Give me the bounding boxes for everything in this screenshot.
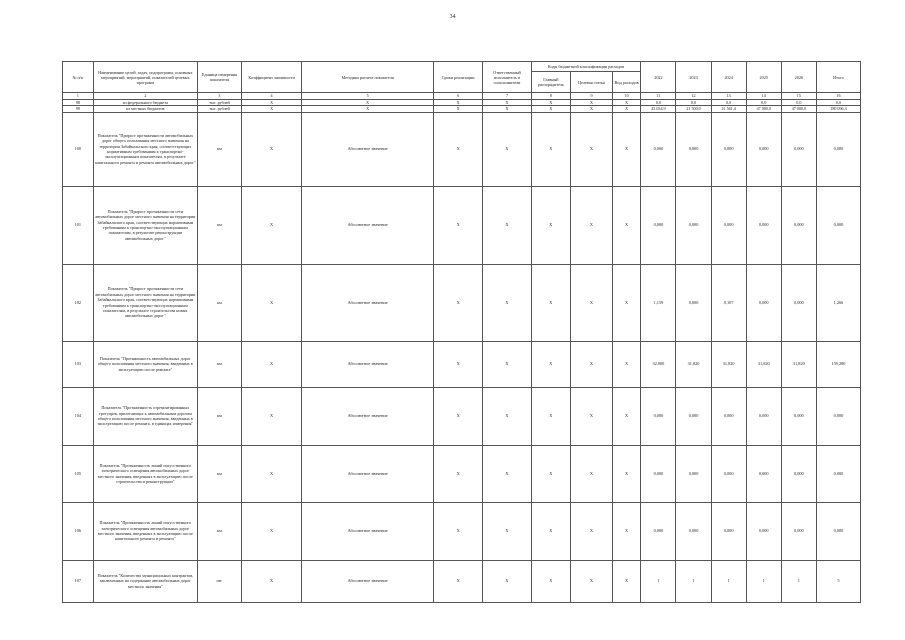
vid-cell: X — [612, 106, 641, 113]
year-value: 0,000 — [781, 445, 816, 502]
method-cell: Абсолютное значение — [302, 560, 434, 602]
method-cell: Абсолютное значение — [302, 502, 434, 560]
resp-cell: X — [483, 106, 531, 113]
vid-cell: X — [612, 560, 641, 602]
column-number: 15 — [781, 93, 816, 100]
year-value: 0,000 — [711, 502, 746, 560]
resp-cell: X — [483, 341, 531, 387]
indicator-name: Показатель "Прирост протяженности сети автомобильных дорог местного значения на территории Забайкальского края, соответствующих нормативным требованиям к транспортно-эксплуатационным показателям, в результате реконструкции автомобильных дорог" — [93, 186, 197, 264]
glavny-cell: X — [531, 112, 571, 186]
row-number: 107 — [63, 560, 94, 602]
year-value: 21 561,4 — [711, 106, 746, 113]
table-row — [63, 387, 861, 445]
resp-cell: X — [483, 112, 531, 186]
year-value: 0,000 — [676, 186, 711, 264]
column-number: 14 — [746, 93, 781, 100]
indicators-table — [62, 61, 861, 603]
header-unit: Единица измерения показателя — [197, 62, 241, 93]
total-value: 180 096,3 — [816, 106, 860, 113]
row-number: 104 — [63, 387, 94, 445]
tsel-cell: X — [571, 99, 613, 106]
method-cell: X — [302, 99, 434, 106]
header-coef: Коэффициент значимости — [241, 62, 301, 93]
header-vid: Вид расходов — [612, 72, 641, 93]
year-value: 0,000 — [676, 112, 711, 186]
year-value: 0,0 — [781, 99, 816, 106]
indicator-name: из местных бюджетов — [93, 106, 197, 113]
year-value: 47 000,0 — [781, 106, 816, 113]
year-value: 0,000 — [746, 445, 781, 502]
unit-cell: км — [197, 445, 241, 502]
coef-cell: X — [241, 445, 301, 502]
glavny-cell: X — [531, 560, 571, 602]
year-value: 21 500,0 — [676, 106, 711, 113]
row-number: 103 — [63, 341, 94, 387]
total-value: 5 — [816, 560, 860, 602]
coef-cell: X — [241, 341, 301, 387]
year-value: 0,107 — [711, 264, 746, 341]
glavny-cell: X — [531, 106, 571, 113]
indicator-name: Показатель "Протяженность отремонтированных тротуаров, прилегающих к автомобильным дорогам общего пользования местного значения, введенных в эксплуатацию после ремонта, в единицах измерения" — [93, 387, 197, 445]
column-number: 5 — [302, 93, 434, 100]
year-value: 0,000 — [676, 387, 711, 445]
unit-cell: км — [197, 502, 241, 560]
header-year: 2024 — [711, 62, 746, 93]
column-number: 1 — [63, 93, 94, 100]
year-value: 1 — [711, 560, 746, 602]
vid-cell: X — [612, 387, 641, 445]
table-row — [63, 445, 861, 502]
tsel-cell: X — [571, 560, 613, 602]
row-number: 101 — [63, 186, 94, 264]
tsel-cell: X — [571, 387, 613, 445]
column-number: 4 — [241, 93, 301, 100]
year-value: 0,0 — [641, 99, 676, 106]
resp-cell: X — [483, 387, 531, 445]
header-year: 2022 — [641, 62, 676, 93]
glavny-cell: X — [531, 341, 571, 387]
header-name: Наименование целей, задач, подпрограмм, основных мероприятий, мероприятий, показателей целевых программ — [93, 62, 197, 93]
column-number: 13 — [711, 93, 746, 100]
year-value: 0,000 — [641, 186, 676, 264]
year-value: 0,000 — [781, 186, 816, 264]
year-value: 0,000 — [746, 264, 781, 341]
vid-cell: X — [612, 99, 641, 106]
year-value: 0,000 — [711, 445, 746, 502]
resp-cell: X — [483, 264, 531, 341]
unit-cell: тыс. рублей — [197, 99, 241, 106]
year-value: 0,000 — [676, 445, 711, 502]
header-resp: Ответственный исполнитель и соисполнители — [483, 62, 531, 93]
year-value: 43 034,9 — [641, 106, 676, 113]
year-value: 0,000 — [781, 264, 816, 341]
glavny-cell: X — [531, 186, 571, 264]
header-term: Сроки реализации — [433, 62, 482, 93]
resp-cell: X — [483, 445, 531, 502]
total-value: 0,000 — [816, 112, 860, 186]
coef-cell: X — [241, 502, 301, 560]
tsel-cell: X — [571, 112, 613, 186]
resp-cell: X — [483, 502, 531, 560]
header-total: Итого — [816, 62, 860, 93]
year-value: 1 — [746, 560, 781, 602]
row-number: 106 — [63, 502, 94, 560]
year-value: 0,000 — [781, 387, 816, 445]
year-value: 1 — [641, 560, 676, 602]
header-num: № п/п — [63, 62, 94, 93]
year-value: 0,000 — [746, 502, 781, 560]
term-cell: X — [433, 112, 482, 186]
year-value: 0,000 — [676, 264, 711, 341]
header-year: 2023 — [676, 62, 711, 93]
tsel-cell: X — [571, 264, 613, 341]
glavny-cell: X — [531, 264, 571, 341]
tsel-cell: X — [571, 341, 613, 387]
column-number: 12 — [676, 93, 711, 100]
column-number: 6 — [433, 93, 482, 100]
table-row — [63, 502, 861, 560]
year-value: 1 — [781, 560, 816, 602]
vid-cell: X — [612, 186, 641, 264]
row-number: 100 — [63, 112, 94, 186]
total-value: 1,266 — [816, 264, 860, 341]
coef-cell: X — [241, 560, 301, 602]
table-row — [63, 341, 861, 387]
total-value: 159,280 — [816, 341, 860, 387]
year-value: 0,000 — [781, 112, 816, 186]
total-value: 0,000 — [816, 186, 860, 264]
term-cell: X — [433, 560, 482, 602]
row-number: 102 — [63, 264, 94, 341]
term-cell: X — [433, 445, 482, 502]
method-cell: X — [302, 106, 434, 113]
row-number: 98 — [63, 99, 94, 106]
vid-cell: X — [612, 341, 641, 387]
glavny-cell: X — [531, 99, 571, 106]
tsel-cell: X — [571, 186, 613, 264]
row-number: 99 — [63, 106, 94, 113]
glavny-cell: X — [531, 387, 571, 445]
table-row — [63, 264, 861, 341]
year-value: 0,000 — [746, 112, 781, 186]
year-value: 32,000 — [641, 341, 676, 387]
column-number: 16 — [816, 93, 860, 100]
table-row — [63, 112, 861, 186]
column-number: 9 — [571, 93, 613, 100]
coef-cell: X — [241, 99, 301, 106]
indicator-name: Показатель "Прирост протяженности сети автомобильных дорог местного значения на территории Забайкальского края, соответствующих нормативным требованиям к транспортно-эксплуатационным показателям, в результате строительства новых автомобильных дорог" — [93, 264, 197, 341]
unit-cell: шт. — [197, 560, 241, 602]
term-cell: X — [433, 341, 482, 387]
method-cell: Абсолютное значение — [302, 445, 434, 502]
year-value: 0,0 — [676, 99, 711, 106]
term-cell: X — [433, 106, 482, 113]
resp-cell: X — [483, 99, 531, 106]
year-value: 0,000 — [641, 502, 676, 560]
year-value: 0,000 — [746, 186, 781, 264]
tsel-cell: X — [571, 106, 613, 113]
year-value: 0,0 — [711, 99, 746, 106]
indicator-name: из федерального бюджета — [93, 99, 197, 106]
method-cell: Абсолютное значение — [302, 112, 434, 186]
term-cell: X — [433, 387, 482, 445]
indicator-name: Показатель "Прирост протяженности автомобильных дорог общего пользования местного значения на территории Забайкальского края, соответствующих нормативным требованиям к транспортно-эксплуатационным показателям, в результате капитального ремонта и ремонта автомобильных дорог" — [93, 112, 197, 186]
unit-cell: км — [197, 264, 241, 341]
header-budget-group: Коды бюджетной классификации расходов — [531, 62, 641, 72]
indicator-name: Показатель "Количество муниципальных контрактов, заключенных на содержание автомобильных дорог местного значения" — [93, 560, 197, 602]
column-number: 3 — [197, 93, 241, 100]
indicator-name: Показатель "Протяженность автомобильных дорог общего пользования местного значения, введенных в эксплуатацию после ремонта" — [93, 341, 197, 387]
year-value: 0,000 — [746, 387, 781, 445]
glavny-cell: X — [531, 445, 571, 502]
vid-cell: X — [612, 445, 641, 502]
total-value: 0,0 — [816, 99, 860, 106]
unit-cell: км — [197, 112, 241, 186]
unit-cell: км — [197, 341, 241, 387]
indicator-name: Показатель "Протяженность линий искусственного электрического освещения автомобильных дорог местного значения, введенных в эксплуатацию после капитального ремонта и ремонта" — [93, 502, 197, 560]
tsel-cell: X — [571, 445, 613, 502]
glavny-cell: X — [531, 502, 571, 560]
total-value: 0,000 — [816, 502, 860, 560]
total-value: 0,000 — [816, 387, 860, 445]
year-value: 31,820 — [746, 341, 781, 387]
coef-cell: X — [241, 264, 301, 341]
term-cell: X — [433, 502, 482, 560]
method-cell: Абсолютное значение — [302, 341, 434, 387]
table-row — [63, 186, 861, 264]
year-value: 47 000,0 — [746, 106, 781, 113]
method-cell: Абсолютное значение — [302, 186, 434, 264]
unit-cell: км — [197, 186, 241, 264]
year-value: 0,000 — [711, 387, 746, 445]
year-value: 0,000 — [711, 186, 746, 264]
year-value: 1 — [676, 560, 711, 602]
tsel-cell: X — [571, 502, 613, 560]
header-year: 2025 — [746, 62, 781, 93]
year-value: 0,000 — [641, 387, 676, 445]
year-value: 31,820 — [711, 341, 746, 387]
header-glavny: Главный распорядитель — [531, 72, 571, 93]
total-value: 0,000 — [816, 445, 860, 502]
year-value: 0,000 — [711, 112, 746, 186]
term-cell: X — [433, 99, 482, 106]
header-method: Методика расчета показателя — [302, 62, 434, 93]
column-number: 11 — [641, 93, 676, 100]
indicator-name: Показатель "Протяженность линий искусственного электрического освещения автомобильных дорог местного значения, введенных в эксплуатацию после строительства и реконструкции" — [93, 445, 197, 502]
year-value: 31,820 — [781, 341, 816, 387]
year-value: 0,000 — [781, 502, 816, 560]
page-number: 34 — [449, 14, 456, 20]
table-row — [63, 560, 861, 602]
vid-cell: X — [612, 264, 641, 341]
year-value: 0,0 — [746, 99, 781, 106]
unit-cell: км — [197, 387, 241, 445]
method-cell: Абсолютное значение — [302, 387, 434, 445]
unit-cell: тыс. рублей — [197, 106, 241, 113]
resp-cell: X — [483, 560, 531, 602]
term-cell: X — [433, 186, 482, 264]
row-number: 105 — [63, 445, 94, 502]
vid-cell: X — [612, 502, 641, 560]
year-value: 0,000 — [676, 502, 711, 560]
year-value: 0,000 — [641, 445, 676, 502]
column-number: 7 — [483, 93, 531, 100]
header-year: 2026 — [781, 62, 816, 93]
coef-cell: X — [241, 387, 301, 445]
column-number: 2 — [93, 93, 197, 100]
coef-cell: X — [241, 106, 301, 113]
column-number: 8 — [531, 93, 571, 100]
coef-cell: X — [241, 112, 301, 186]
year-value: 0,000 — [641, 112, 676, 186]
column-number: 10 — [612, 93, 641, 100]
resp-cell: X — [483, 186, 531, 264]
method-cell: Абсолютное значение — [302, 264, 434, 341]
year-value: 31,820 — [676, 341, 711, 387]
vid-cell: X — [612, 112, 641, 186]
header-tsel: Целевая статья — [571, 72, 613, 93]
year-value: 1,159 — [641, 264, 676, 341]
term-cell: X — [433, 264, 482, 341]
coef-cell: X — [241, 186, 301, 264]
